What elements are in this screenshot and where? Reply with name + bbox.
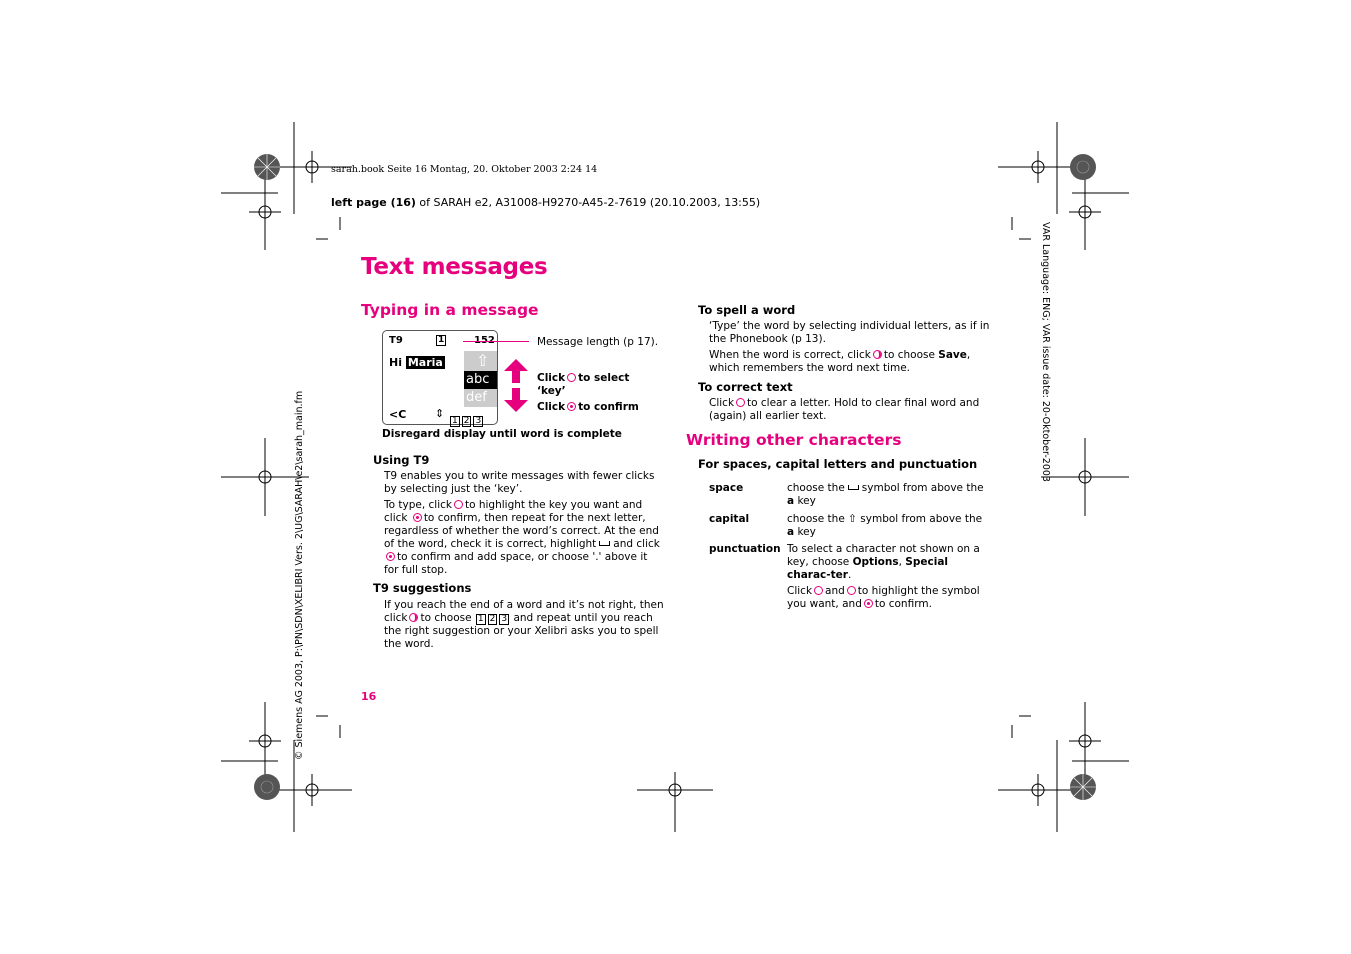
subheading-correct: To correct text (698, 380, 793, 394)
phone-display (382, 330, 498, 425)
joystick-press-icon (386, 552, 395, 561)
display-caption: Disregard display until word is complete (382, 428, 622, 440)
space-icon (599, 541, 610, 546)
term-punctuation: punctuation (709, 543, 781, 555)
section-heading-other: Writing other characters (686, 431, 902, 449)
using-t9-p2: To type, click to highlight the key you want and click to confirm, then repeat for the next letter, regardless of whether the word’s correct. At the end of the word, check it is correct, highlight and clickto confirm and add space, or choose '.' above it for full stop. (384, 499, 660, 576)
display-slot: 1 (438, 335, 445, 345)
spell-p1: ‘Type’ the word by selecting individual letters, as if in the Phonebook (p 13). (709, 320, 990, 345)
joystick-updown-icon (814, 586, 823, 595)
display-shift-area (464, 351, 497, 371)
joystick-left-icon (736, 398, 745, 407)
term-capital: capital (709, 513, 750, 525)
display-back: <C (389, 408, 407, 421)
subheading-other: For spaces, capital letters and punctuation (698, 457, 978, 471)
arrow-up-icon (504, 359, 528, 383)
callout-confirm: Click to confirm (537, 401, 639, 413)
joystick-press-icon (567, 402, 576, 411)
subheading-spell: To spell a word (698, 303, 796, 317)
joystick-leftright-icon (847, 586, 856, 595)
starburst-mark-icon (254, 774, 280, 800)
display-key-next: def (464, 389, 497, 407)
joystick-right-icon (409, 613, 418, 622)
joystick-right-icon (873, 350, 882, 359)
joystick-updown-icon (454, 500, 463, 509)
spell-p2: When the word is correct, click to choose Save, which remembers the word next time. (709, 349, 971, 374)
callout-line (463, 341, 529, 342)
correct-p1: Click to clear a letter. Hold to clear final word and (again) all earlier text. (709, 397, 980, 422)
side-note-left: © Siemens AG 2003, P:\PN\SDN\XELIBRI Vers. 2\UG\SARAH\e2\sarah_main.fm (294, 390, 305, 760)
side-note-right: VAR Language: ENG; VAR issue date: 20-Oktober-2003 (1040, 222, 1051, 482)
t9-suggestions-p1: If you reach the end of a word and it’s not right, then click to choose 1 2 3 and repeat until you reach the right suggestion or your Xelibri asks you to spell the word. (384, 599, 664, 650)
section-heading-typing: Typing in a message (361, 301, 539, 319)
shift-icon: ⇧ (476, 351, 490, 370)
joystick-press-icon (413, 513, 422, 522)
shift-icon: ⇧ (848, 513, 857, 525)
starburst-mark-icon (1070, 774, 1096, 800)
print-info: sarah.book Seite 16 Montag, 20. Oktober 2003 2:24 14 (331, 164, 598, 175)
callout-length: Message length (p 17). (537, 336, 659, 348)
page-title: Text messages (361, 254, 548, 280)
page-number: 16 (361, 690, 377, 703)
joystick-updown-icon (567, 373, 576, 382)
starburst-mark-icon (1070, 154, 1096, 180)
joystick-press-icon (864, 599, 873, 608)
subheading-using-t9: Using T9 (373, 453, 430, 467)
term-space: space (709, 482, 744, 494)
display-sequence: 1 2 3 (452, 416, 482, 426)
desc-space: choose the symbol from above the a key (787, 482, 984, 507)
desc-capital: choose the ⇧ symbol from above the a key (787, 513, 983, 538)
callout-select: Click to select ‘key’ (537, 372, 630, 397)
desc-punctuation-1: To select a character not shown on a key, choose Options, Special charac-ter. (787, 543, 980, 581)
space-icon (848, 485, 859, 490)
arrow-down-icon (504, 388, 528, 412)
display-text: Hi Maria (389, 356, 443, 369)
starburst-mark-icon (254, 154, 280, 180)
display-mode: T9 (389, 335, 403, 346)
desc-punctuation-2: Click and to highlight the symbol you want, and to confirm. (787, 585, 980, 610)
using-t9-p1: T9 enables you to write messages with fewer clicks by selecting just the ‘key’. (384, 470, 655, 495)
up-down-icon: ⇕ (435, 407, 445, 420)
subheading-t9-suggestions: T9 suggestions (373, 581, 472, 595)
display-key-selected: abc (464, 371, 497, 389)
page-header: left page (16) of SARAH e2, A31008-H9270-A45-2-7619 (20.10.2003, 13:55) (331, 196, 761, 209)
